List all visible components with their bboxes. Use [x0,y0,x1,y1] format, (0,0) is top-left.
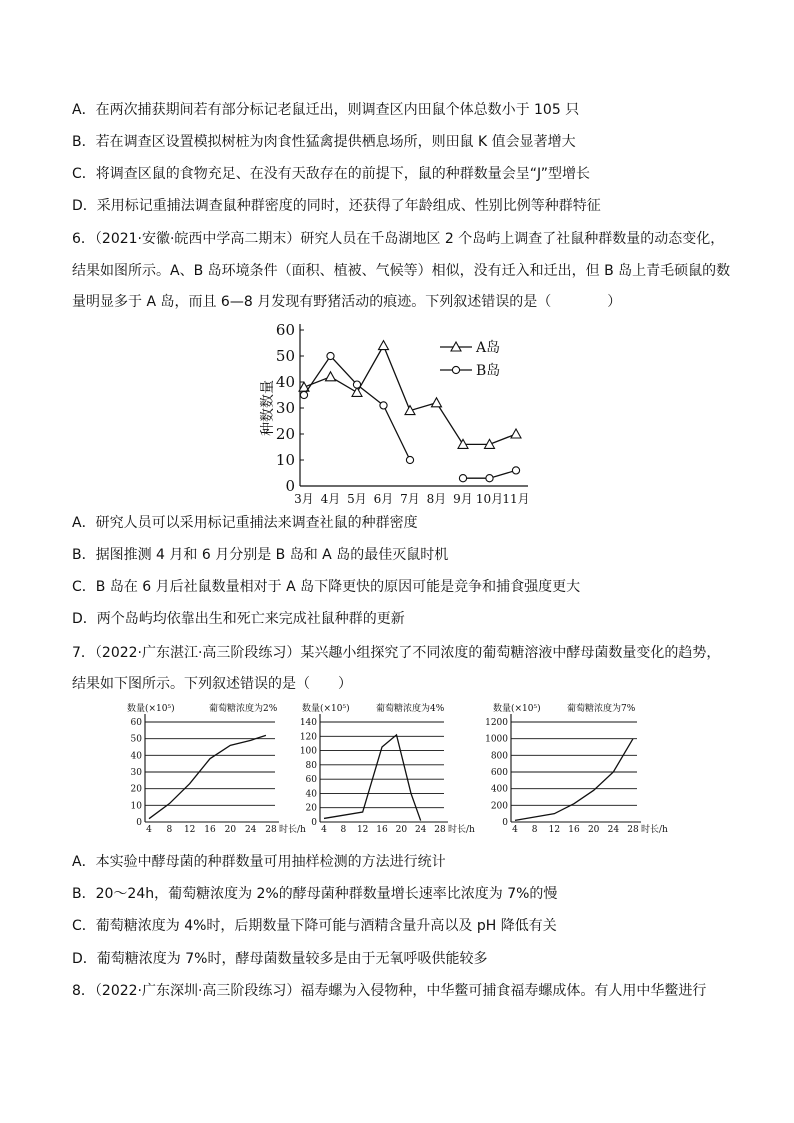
y-tick-label: 120 [299,732,317,743]
y-tick-label: 40 [305,789,317,800]
data-point-circle [459,475,466,482]
y-axis-label: 数量(×10⁵) [302,704,350,714]
y-tick-label: 20 [275,425,295,443]
y-tick-label: 800 [490,751,508,762]
q6-option-b: B．据图推测 4 月和 6 月分别是 B 岛和 A 岛的最佳灭鼠时机 [72,547,449,563]
q6-stem-line1: 6．（2021·安徽·皖西中学高二期末）研究人员在千岛湖地区 2 个岛屿上调查了社鼠种群数量的动态变化， [72,231,725,247]
x-tick-label: 4 [321,825,327,835]
q7-option-a: A．本实验中酵母菌的种群数量可用抽样检测的方法进行统计 [72,854,446,870]
x-axis-label: 时长/h [279,825,306,835]
data-point-circle [406,456,413,463]
series-line-a [304,346,516,445]
x-tick-label: 24 [607,825,620,835]
x-tick-label: 12 [183,825,196,835]
y-tick-label: 50 [130,734,142,745]
y-tick-label: 0 [136,818,142,828]
x-axis-label: 时长/h [448,825,475,835]
q5-option-d: D．采用标记重捕法调查鼠种群密度的同时，还获得了年龄组成、性别比例等种群特征 [72,198,601,214]
x-tick-label: 16 [376,825,388,835]
x-tick-label: 10月 [475,492,504,506]
data-point-circle [327,352,334,359]
x-tick-label: 24 [244,825,257,835]
x-tick-label: 24 [414,825,427,835]
y-tick-label: 1000 [485,734,508,745]
legend-label: B岛 [476,363,501,379]
x-tick-label: 11月 [502,492,530,506]
y-tick-label: 0 [502,818,508,828]
yeast-2pct-chart [125,700,306,840]
x-axis-label: 时长/h [641,825,668,835]
x-tick-label: 4 [146,825,152,835]
y-tick-label: 10 [275,451,295,469]
x-tick-label: 12 [356,825,369,835]
q5-option-c: C．将调查区鼠的食物充足、在没有天敌存在的前提下，鼠的种群数量会呈“J”型增长 [72,166,590,182]
series-line [515,739,633,821]
q6-stem-line3: 量明显多于 A 岛，而且 6—8 月发现有野猪活动的痕迹。下列叙述错误的是（ ） [72,294,622,310]
y-axis-label: 种数数量 [260,380,276,436]
q7-stem-line2: 结果如下图所示。下列叙述错误的是（ ） [72,676,352,692]
yeast-7pct-chart [475,700,685,840]
x-tick-label: 4月 [320,492,341,506]
q7-stem-line1: 7．（2022·广东湛江·高三阶段练习）某兴趣小组探究了不同浓度的葡萄糖溶液中酵母菌数量变化的趋势， [72,645,721,661]
y-tick-label: 140 [299,718,317,728]
q5-option-a: A．在两次捕获期间若有部分标记老鼠迁出，则调查区内田鼠个体总数小于 105 只 [72,102,580,118]
y-tick-label: 50 [275,347,295,365]
q7-option-c: C．葡萄糖浓度为 4%时，后期数量下降可能与酒精含量升高以及 pH 降低有关 [72,918,557,934]
y-tick-label: 60 [305,775,317,786]
q6-option-d: D．两个岛屿均依靠出生和死亡来完成社鼠种群的更新 [72,611,405,627]
data-point-circle [486,475,493,482]
data-point-triangle [379,341,389,350]
x-tick-label: 20 [395,825,408,835]
y-tick-label: 20 [130,784,142,795]
y-tick-label: 400 [490,784,508,795]
q7-option-b: B．20～24h，葡萄糖浓度为 2%的酵母菌种群数量增长速率比浓度为 7%的慢 [72,886,558,902]
chart-title: 葡萄糖浓度为4% [376,704,445,714]
x-tick-label: 20 [224,825,237,835]
y-axis-label: 数量(×10⁵) [493,704,541,714]
y-axis-label: 数量(×10⁵) [127,704,175,714]
y-tick-label: 0 [285,477,295,495]
y-tick-label: 10 [130,801,142,812]
data-point-triangle [511,429,521,438]
data-point-circle [300,391,307,398]
y-tick-label: 30 [130,768,142,778]
legend-marker-circle [452,366,459,373]
y-tick-label: 0 [311,818,317,828]
chart-title: 葡萄糖浓度为2% [209,704,278,714]
q5-option-b: B．若在调查区设置模拟树桩为肉食性猛禽提供栖息场所，则田鼠 K 值会显著增大 [72,134,576,150]
x-tick-label: 7月 [400,492,420,506]
x-tick-label: 28 [627,825,639,835]
x-tick-label: 8 [166,825,173,835]
x-tick-label: 3月 [294,492,314,506]
x-tick-label: 8 [531,825,538,835]
y-tick-label: 1200 [485,718,508,728]
x-tick-label: 5月 [347,492,367,506]
x-tick-label: 6月 [373,492,394,506]
x-tick-label: 16 [568,825,580,835]
x-tick-label: 12 [548,825,561,835]
data-point-circle [353,381,360,388]
y-tick-label: 80 [305,760,317,771]
x-tick-label: 9月 [453,492,473,506]
x-tick-label: 28 [265,825,277,835]
y-tick-label: 600 [490,768,508,778]
data-point-triangle [326,372,336,381]
y-tick-label: 200 [490,801,508,812]
x-tick-label: 8月 [426,492,447,506]
x-tick-label: 8 [340,825,347,835]
data-point-circle [512,467,519,474]
q6-stem-line2: 结果如图所示。A、B 岛环境条件（面积、植被、气候等）相似，没有迁入和迁出，但 B 岛上青毛硕鼠的数 [72,263,731,279]
x-tick-label: 4 [512,825,518,835]
y-tick-label: 40 [275,373,295,391]
x-tick-label: 16 [204,825,216,835]
q6-option-c: C．B 岛在 6 月后社鼠数量相对于 A 岛下降更快的原因可能是竞争和捕食强度更大 [72,579,581,595]
data-point-triangle [352,387,362,396]
yeast-4pct-chart [298,700,475,840]
y-tick-label: 20 [305,803,317,814]
data-point-circle [380,402,387,409]
legend-label: A岛 [476,340,501,356]
data-point-triangle [432,398,442,407]
y-tick-label: 40 [130,751,142,762]
y-tick-label: 60 [275,321,295,339]
y-tick-label: 30 [275,399,295,417]
x-tick-label: 20 [587,825,600,835]
q8-stem-line1: 8．（2022·广东深圳·高三阶段练习）福寿螺为入侵物种，中华鳖可捕食福寿螺成体。有人用中华鳖进行 [72,983,707,999]
q6-option-a: A．研究人员可以采用标记重捕法来调查社鼠的种群密度 [72,515,418,531]
chart-title: 葡萄糖浓度为7% [567,704,636,714]
series-line [149,735,266,818]
x-tick-label: 28 [434,825,446,835]
y-tick-label: 60 [130,718,142,728]
q7-option-d: D．葡萄糖浓度为 7%时，酵母菌数量较多是由于无氧呼吸供能较多 [72,951,488,967]
rat-population-chart [250,318,550,510]
y-tick-label: 100 [299,746,317,757]
